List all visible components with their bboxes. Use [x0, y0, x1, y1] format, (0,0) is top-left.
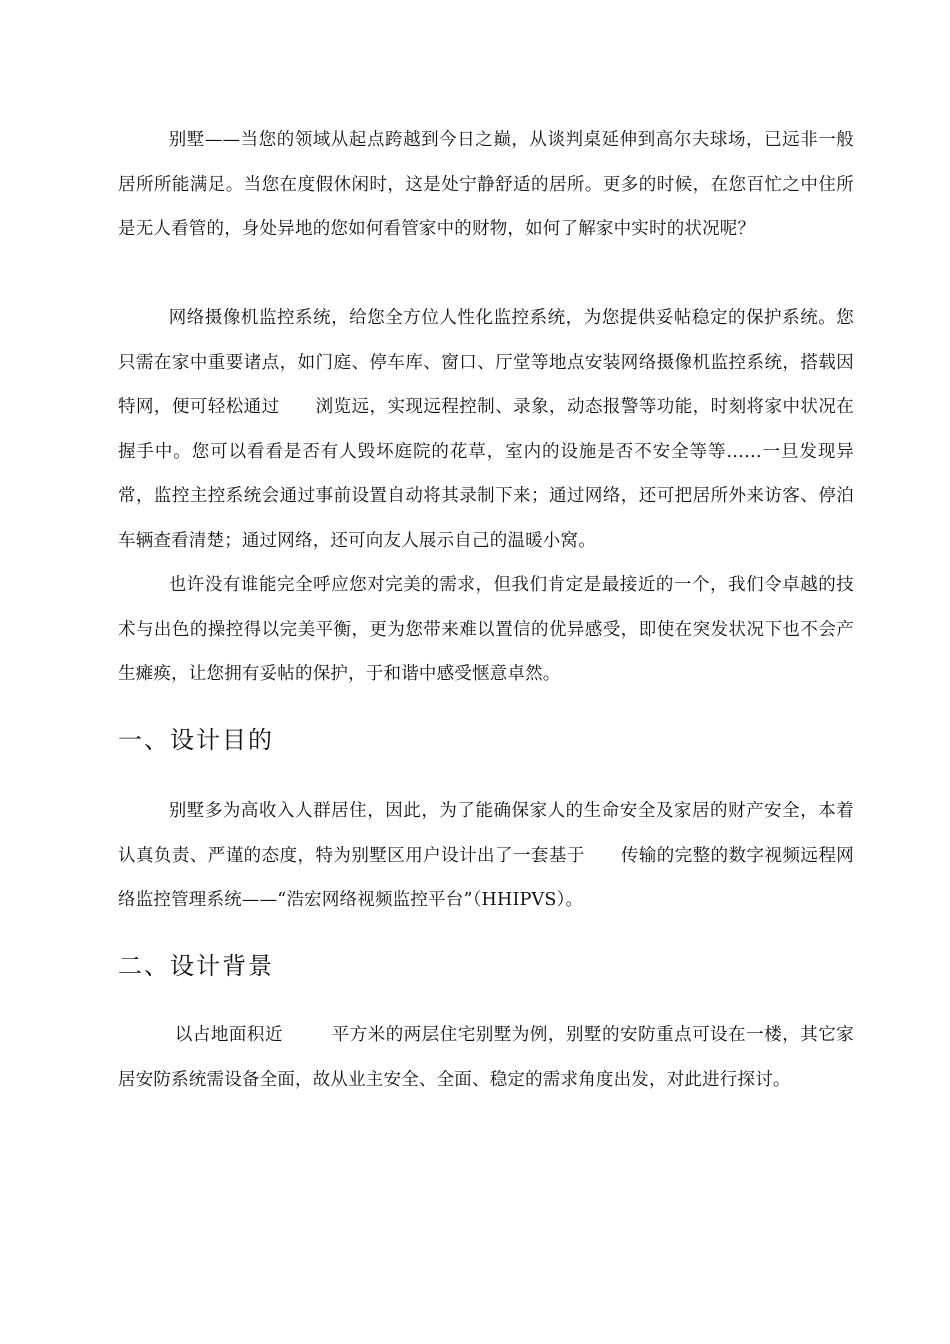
system-paragraph: 网络摄像机监控系统，给您全方位人性化监控系统，为您提供妥帖稳定的保护系统。您只需在家中重要诸点，如门庭、停车库、窗口、厅堂等地点安装网络摄像机监控系统，搭载因特网，便可轻松通过 浏览远，实现远程控制、录象，动态报警等功能，时刻将家中状况在握手中。您可以看看是否有人毁坏庭院的花草，室内的设施是否不安全等等……一旦发现异常，监控主控系统会通过事前设置自动将其录制下来；通过网络，还可把居所外来访客、停泊车辆查看清楚；通过网络，还可向友人展示自己的温暖小窝。	[118, 308, 854, 551]
section-heading-background: 二、设计背景	[118, 952, 274, 980]
purpose-paragraph: 别墅多为高收入人群居住，因此，为了能确保家人的生命安全及家居的财产安全，本着认真负责、严谨的态度，特为别墅区用户设计出了一套基于 传输的完整的数字视频远程网络监控管理系统——“浩宏网络视频监控平台”（HHIPVS）。	[118, 801, 854, 910]
promise-paragraph: 也许没有谁能完全呼应您对完美的需求，但我们肯定是最接近的一个，我们令卓越的技术与出色的操控得以完美平衡，更为您带来难以置信的优异感受，即使在突发状况下也不会产生瘫痪，让您拥有妥帖的保护，于和谐中感受惬意卓然。	[118, 575, 854, 684]
section-heading-purpose: 一、设计目的	[118, 726, 274, 754]
intro-paragraph: 别墅——当您的领域从起点跨越到今日之巅，从谈判桌延伸到高尔夫球场，已远非一般居所所能满足。当您在度假休闲时，这是处宁静舒适的居所。更多的时候，在您百忙之中住所是无人看管的，身处异地的您如何看管家中的财物，如何了解家中实时的状况呢？	[118, 130, 854, 239]
background-paragraph: 以占地面积近 平方米的两层住宅别墅为例，别墅的安防重点可设在一楼，其它家居安防系统需设备全面，故从业主安全、全面、稳定的需求角度出发，对此进行探讨。	[118, 1025, 854, 1090]
